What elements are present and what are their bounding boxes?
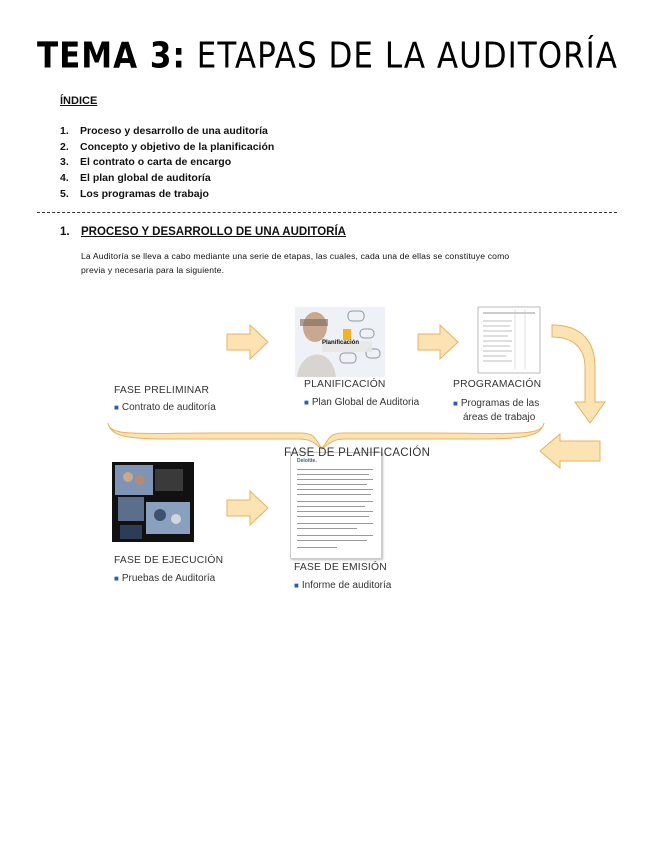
fase-preliminar-title: FASE PRELIMINAR (114, 385, 210, 396)
text-line (297, 523, 373, 524)
fase-planificacion-label: FASE DE PLANIFICACIÓN (284, 447, 431, 459)
index-item-label: Concepto y objetivo de la planificación (80, 140, 275, 153)
index-item-label: Los programas de trabajo (80, 187, 209, 200)
title-number: TEMA 3: (36, 35, 186, 77)
index-heading: ÍNDICE (60, 95, 98, 107)
fase-preliminar-item (114, 402, 216, 413)
planificacion-item-text: Plan Global de Auditoria (311, 397, 420, 408)
section-paragraph (81, 250, 601, 277)
right-arrow-icon (227, 325, 268, 359)
fase-ejecucion-item (114, 573, 215, 584)
curved-down-arrow-icon (552, 325, 605, 423)
text-line (297, 547, 337, 548)
text-line (297, 535, 373, 536)
fase-emision-item-text: Informe de auditoría (301, 580, 392, 591)
index-item (60, 171, 274, 187)
programacion-document (478, 307, 540, 373)
document-brand: Deloitte. (297, 458, 317, 464)
text-line (297, 506, 365, 507)
planificacion-title: PLANIFICACIÓN (304, 379, 386, 390)
informe-document (290, 452, 382, 559)
left-arrow-icon (540, 434, 600, 468)
index-item-number: 3. (60, 156, 69, 169)
index-item-number: 2. (60, 140, 69, 153)
text-line (297, 516, 369, 517)
text-line (297, 469, 373, 470)
bullet-icon: ■ (114, 403, 119, 412)
programacion-title: PROGRAMACIÓN (453, 379, 542, 390)
fase-preliminar-item-text: Contrato de auditoría (121, 402, 216, 413)
index-item (60, 155, 274, 171)
index-item-number: 5. (60, 187, 69, 200)
programacion-item-line2: áreas de trabajo (463, 412, 536, 423)
page-title (0, 35, 655, 76)
paragraph-line: previa y necesaria para la siguiente. (81, 264, 225, 275)
section-number: 1. (60, 226, 70, 238)
bullet-icon: ■ (304, 398, 309, 407)
fase-emision-title: FASE DE EMISIÓN (294, 562, 387, 573)
text-line (297, 489, 373, 490)
text-line (297, 528, 357, 529)
programacion-item-text: Programas de las (460, 398, 540, 409)
text-line (297, 494, 371, 495)
text-line (297, 484, 367, 485)
text-line (297, 511, 373, 512)
planificacion-badge: Planificación (322, 340, 360, 346)
text-line (297, 540, 367, 541)
right-arrow-icon (418, 325, 458, 359)
bullet-icon: ■ (453, 399, 458, 408)
planificacion-item (304, 397, 419, 408)
index-item-label: El contrato o carta de encargo (80, 156, 232, 169)
right-arrow-icon (227, 491, 268, 525)
index-item-label: El plan global de auditoría (80, 172, 211, 185)
bullet-icon: ■ (114, 574, 119, 583)
index-item-number: 1. (60, 125, 69, 137)
section-divider (37, 212, 617, 213)
index-item-number: 4. (60, 172, 69, 185)
text-line (297, 474, 369, 475)
programacion-item (453, 398, 539, 409)
ejecucion-collage (112, 462, 194, 542)
fase-ejecucion-item-text: Pruebas de Auditoría (121, 573, 216, 584)
curly-brace-icon (108, 423, 544, 449)
paragraph-line: La Auditoría se lleva a cabo mediante una serie de etapas, las cuales, cada una de ellas se constituye como (81, 251, 510, 261)
bullet-icon: ■ (294, 581, 299, 590)
fase-emision-item (294, 580, 391, 591)
section-heading (60, 226, 346, 238)
text-line (297, 501, 373, 502)
index-item (60, 124, 274, 140)
index-item (60, 187, 274, 203)
fase-ejecucion-title: FASE DE EJECUCIÓN (114, 555, 224, 566)
section-title: PROCESO Y DESARROLLO DE UNA AUDITORÍA (81, 226, 346, 238)
text-line (297, 479, 373, 480)
index-list (60, 124, 274, 202)
title-text: ETAPAS DE LA AUDITORÍA (196, 35, 619, 77)
index-item (60, 140, 274, 156)
index-item-label: Proceso y desarrollo de una auditoría (80, 125, 268, 137)
audit-stages-diagram (100, 297, 610, 607)
